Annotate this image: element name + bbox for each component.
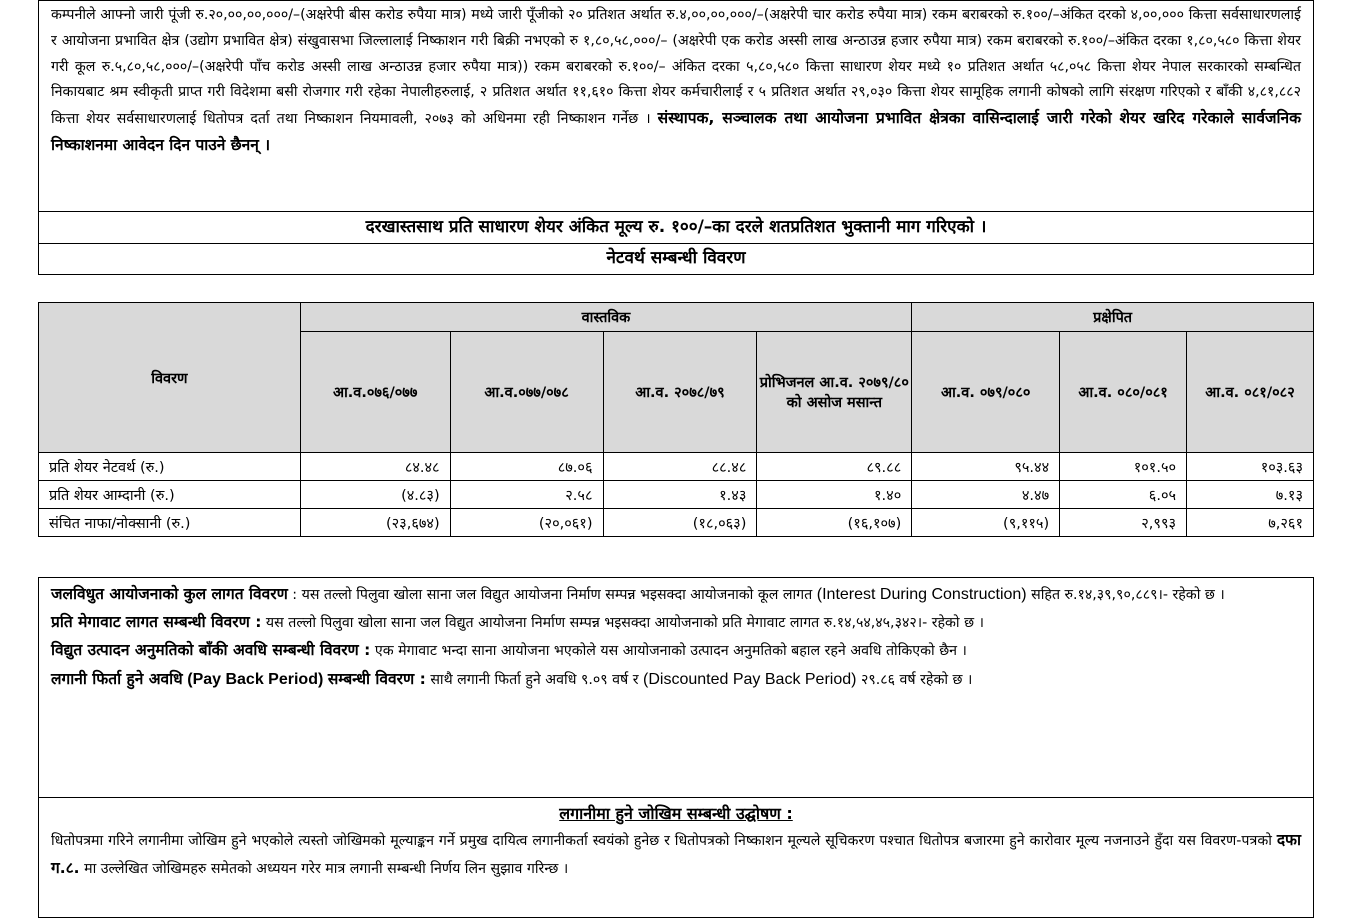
payback-title-end: सम्बन्धी विवरण : — [327, 669, 426, 688]
payment-demand-line: दरखास्तसाथ प्रति साधारण शेयर अंकित मूल्य रु. १००/–का दरले शतप्रतिशत भुक्तानी माग गरिएको । — [38, 212, 1314, 244]
payback-period-paragraph — [51, 666, 1301, 694]
project-info-section — [38, 577, 1314, 798]
per-mw-cost-text: यस तल्लो पिलुवा खोला साना जल विद्युत आयोजना निर्माण सम्पन्न भइसक्दा आयोजनाको प्रति मेगावाट लागत रु.१४,५४,४५,३४२।- रहेको छ । — [265, 615, 984, 632]
table-cell: (१८,०६३) — [603, 509, 757, 537]
year-header: आ.व. ०७९/०८० — [912, 332, 1060, 453]
table-cell: ४.४७ — [912, 481, 1060, 509]
row-label: संचित नाफा/नोक्सानी (रु.) — [39, 509, 301, 537]
total-cost-english-note: (Interest During Construction) — [816, 586, 1027, 603]
table-cell: २.५८ — [450, 481, 603, 509]
license-period-paragraph — [51, 637, 1301, 665]
year-header: आ.व. २०७८/७९ — [603, 332, 757, 453]
discounted-payback-english: (Discounted Pay Back Period) — [643, 670, 857, 688]
license-period-text: एक मेगावाट भन्दा साना आयोजना भएकोले यस आयोजनाको उत्पादन अनुमतिको बहाल रहने अवधि तोकिएको छैन । — [374, 643, 967, 660]
table-cell: ८८.४८ — [603, 453, 757, 481]
row-label: प्रति शेयर आम्दानी (रु.) — [39, 481, 301, 509]
risk-paragraph — [51, 827, 1301, 883]
table-cell: ७,२६१ — [1187, 509, 1314, 537]
total-cost-title: जलविधुत आयोजनाको कुल लागत विवरण — [51, 585, 288, 603]
license-period-title: विद्युत उत्पादन अनुमतिको बाँकी अवधि सम्बन्धी विवरण : — [51, 641, 371, 660]
table-cell: १.४३ — [603, 481, 757, 509]
table-cell: ९५.४४ — [912, 453, 1060, 481]
table-cell: १०३.६३ — [1187, 453, 1314, 481]
table-cell: २,९९३ — [1060, 509, 1187, 537]
table-cell: ७.१३ — [1187, 481, 1314, 509]
risk-disclosure-section — [38, 798, 1314, 918]
group-header-actual: वास्तविक — [300, 303, 912, 332]
table-cell: (९,११५) — [912, 509, 1060, 537]
per-mw-cost-title: प्रति मेगावाट लागत सम्बन्धी विवरण : — [51, 613, 262, 632]
table-cell: (१६,१०७) — [757, 509, 912, 537]
table-row — [39, 481, 1314, 509]
per-mw-cost-paragraph — [51, 609, 1301, 637]
year-header: आ.व.०७६/०७७ — [300, 332, 450, 453]
table-cell: १.४० — [757, 481, 912, 509]
payback-text: साथै लगानी फिर्ता हुने अवधि ९.०९ वर्ष र — [430, 671, 639, 688]
share-issue-text: कम्पनीले आफ्नो जारी पूंजी रु.२०,००,००,०००/–(अक्षरेपी बीस करोड रुपैया मात्र) मध्ये जारी पूँजीको २० प्रतिशत अर्थात रु.४,००,००,०००/–(अक्षरेपी चार करोड रुपैया मात्र) रकम बराबरको रु.१००/–अंकित दरको ४,००,००० कित्ता सर्वसाधारणलाई र आयोजना प्रभावित क्षेत्र (उद्योग प्रभावित क्षेत्र) संखुवासभा जिल्लालाई निष्काशन गरी बिक्री नभएको रु १,८०,५८,०००/– (अक्षरेपी एक करोड अस्सी लाख अन्ठाउन्न हजार रुपैया मात्र) रकम बराबरको रु.१००/–अंकित दरका १,८०,५८० कित्ता शेयर गरी कूल रु.५,८०,५८,०००/–(अक्षरेपी पाँच करोड अस्सी लाख अन्ठाउन्न हजार रुपैया मात्र)) रकम बराबरको रु.१००/– अंकित दरका ५,८०,५८० कित्ता साधारण शेयर मध्ये १० प्रतिशत अर्थात ५८,०५८ कित्ता शेयर नेपाल सरकारको सम्बन्धित निकायबाट श्रम स्वीकृती प्राप्त गरी विदेशमा बसी रोजगार गरी रहेका नेपालीहरुलाई, २ प्रतिशत अर्थात ११,६१० कित्ता शेयर कर्मचारीलाई र ५ प्रतिशत अर्थात २९,०३० कित्ता शेयर सामूहिक लगानी कोषको लागि संरक्षण गरिएको र बाँकी ४,८१,८८२ कित्ता शेयर सर्वसाधारणलाई धितोपत्र दर्ता तथा निष्काशन नियमावली, २०७३ को अधिनमा रही निष्काशन गर्नेछ । — [51, 7, 1301, 128]
year-header: आ.व.०७७/०७८ — [450, 332, 603, 453]
payback-title: लगानी फिर्ता हुने अवधि — [51, 669, 183, 688]
share-issue-bold-note: संस्थापक, सञ्चालक तथा आयोजना प्रभावित क्षेत्रका वासिन्दालाई जारी गरेको शेयर खरिद गरेकाले सार्वजनिक निष्काशनमा आवेदन दिन पाउने छैनन् । — [51, 109, 1301, 154]
payback-title-english: (Pay Back Period) — [187, 670, 324, 688]
total-cost-paragraph — [51, 581, 1301, 609]
table-cell: (२३,६७४) — [300, 509, 450, 537]
group-header-projected: प्रक्षेपित — [912, 303, 1314, 332]
year-header: आ.व. ०८१/०८२ — [1187, 332, 1314, 453]
table-cell: ८९.८८ — [757, 453, 912, 481]
risk-title: लगानीमा हुने जोखिम सम्बन्धी उद्घोषण : — [559, 804, 793, 823]
table-row — [39, 453, 1314, 481]
share-issue-paragraph — [38, 0, 1314, 212]
table-cell: ६.०५ — [1060, 481, 1187, 509]
table-cell: (२०,०६१) — [450, 509, 603, 537]
risk-section-ref: दफा ग.८. — [51, 831, 1302, 877]
total-cost-text-end: सहित रु.१४,३९,९०,८८९।- रहेको छ । — [1031, 587, 1225, 603]
table-cell: ८४.४८ — [300, 453, 450, 481]
networth-table — [38, 302, 1314, 537]
networth-section-title: नेटवर्थ सम्बन्धी विवरण — [38, 244, 1314, 275]
year-header: आ.व. ०८०/०८१ — [1060, 332, 1187, 453]
risk-text: धितोपत्रमा गरिने लगानीमा जोखिम हुने भएकोले त्यस्तो जोखिमको मूल्याङ्कन गर्ने प्रमुख दायित्व लगानीकर्ता स्वयंको हुनेछ र धितोपत्रको निष्काशन मूल्यले सूचिकरण पश्चात धितोपत्र बजारमा हुने कारोवार मूल्य नजनाउने हुँदा यस विवरण-पत्रको — [51, 833, 1272, 849]
risk-text-end: मा उल्लेखित जोखिमहरु समेतको अध्ययन गरेर मात्र लगानी सम्बन्धी निर्णय लिन सुझाव गरिन्छ । — [84, 861, 569, 877]
payback-text-end: २९.८६ वर्ष रहेको छ । — [860, 671, 973, 688]
total-cost-text: : यस तल्लो पिलुवा खोला साना जल विद्युत आयोजना निर्माण सम्पन्न भइसक्दा आयोजनाको कूल लागत — [292, 587, 813, 603]
year-header: प्रोभिजनल आ.व. २०७९/८० को असोज मसान्त — [757, 332, 912, 453]
table-row — [39, 509, 1314, 537]
table-cell: (४.८३) — [300, 481, 450, 509]
col-header-description: विवरण — [39, 303, 301, 453]
table-cell: ८७.०६ — [450, 453, 603, 481]
table-cell: १०१.५० — [1060, 453, 1187, 481]
row-label: प्रति शेयर नेटवर्थ (रु.) — [39, 453, 301, 481]
